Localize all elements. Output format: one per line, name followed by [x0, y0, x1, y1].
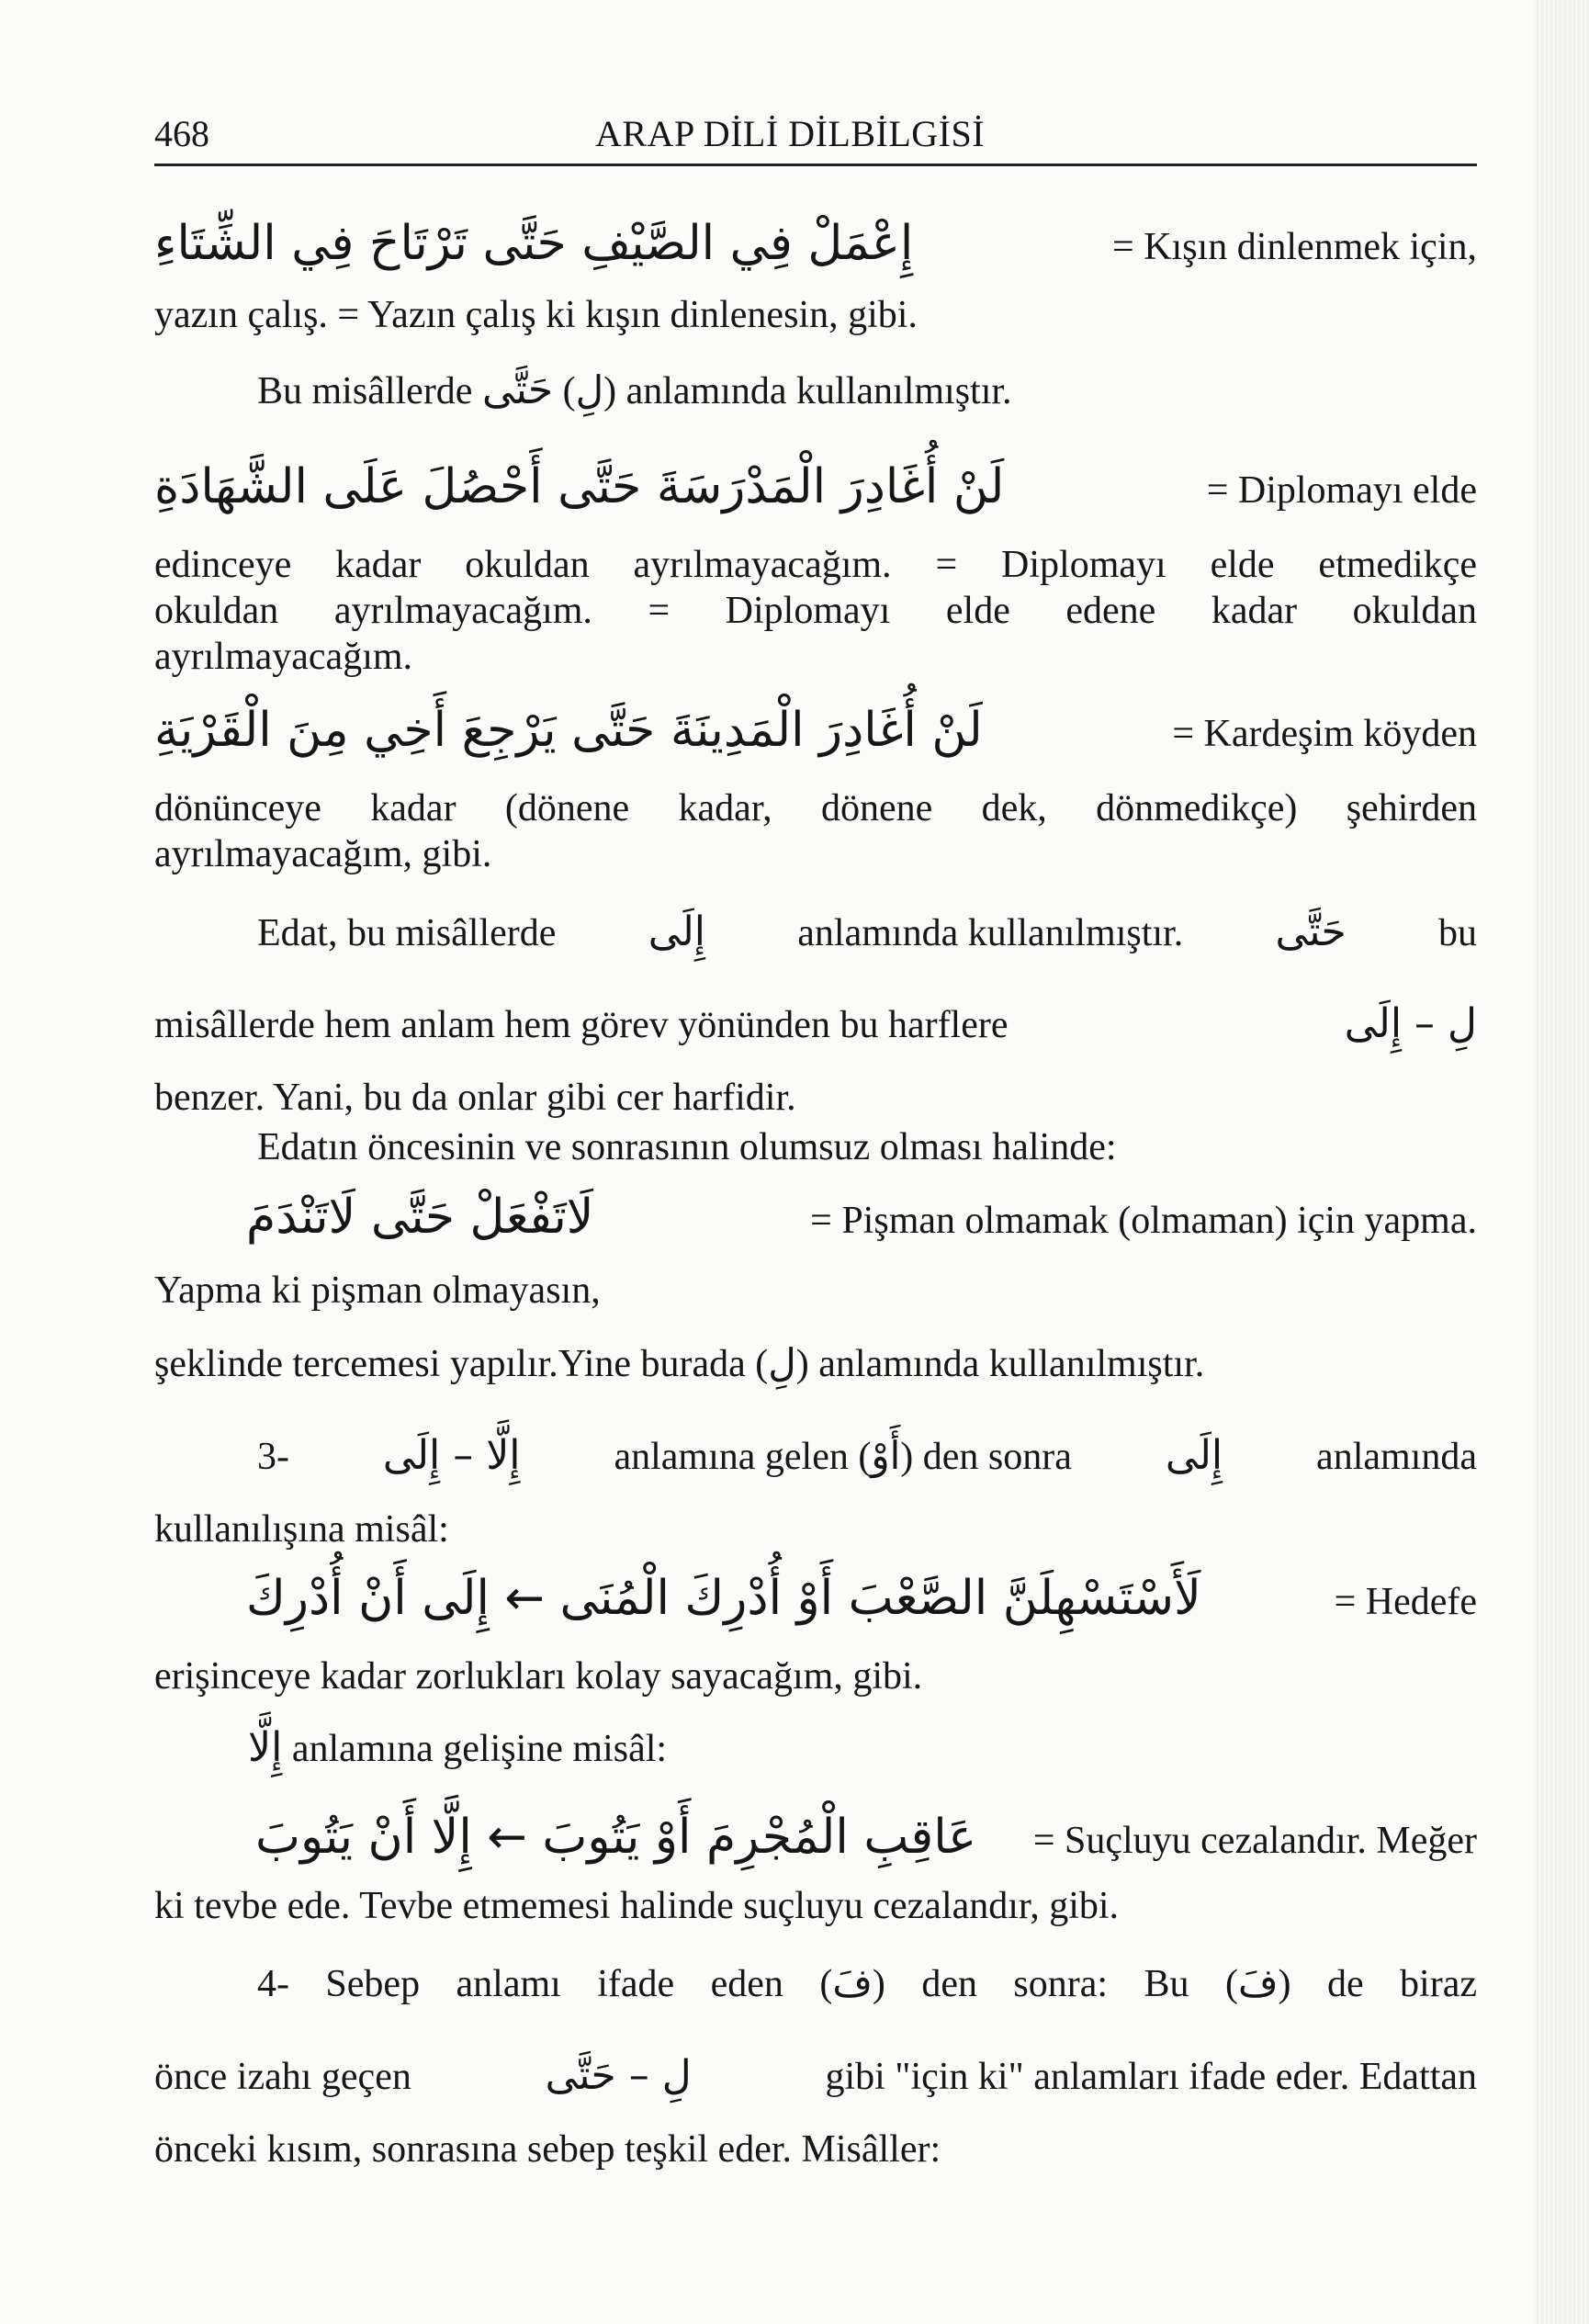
- text-segment: Edat, bu misâllerde: [257, 912, 557, 954]
- text-segment: önce izahı geçen: [154, 2056, 411, 2098]
- text-segment: gibi "için ki" anlamları ifade eder. Edattan: [825, 2056, 1477, 2098]
- page-header: [154, 108, 1477, 166]
- arabic-example: لَاتَفْعَلْ حَتَّى لَاتَنْدَمَ: [246, 1190, 594, 1245]
- text-segment: anlamında kullanılmıştır.: [797, 912, 1184, 954]
- text-segment: 3-: [257, 1436, 289, 1478]
- text-segment: (لِ) anlamında kullanılmıştır.: [562, 370, 1012, 412]
- arabic-word: حَتَّى: [481, 367, 554, 413]
- translation: = Pişman olmamak (olmaman) için yapma.: [810, 1200, 1477, 1242]
- page-edge-shadow: [1534, 0, 1589, 2324]
- arabic-word: حَتَّى: [1275, 908, 1347, 955]
- arabic-example: إِعْمَلْ فِي الصَّيْفِ حَتَّى تَرْتَاحَ فِي الشِّتَاءِ: [154, 216, 914, 271]
- translation: = Kardeşim köyden: [1172, 713, 1477, 755]
- text-line-16: Yapma ki pişman olmayasın,: [154, 1269, 601, 1312]
- text-segment: anlamına gelen (أَوْ) den sonra: [614, 1436, 1072, 1478]
- arabic-word: إِلَى: [1165, 1432, 1223, 1479]
- text-line-3: [154, 367, 1477, 414]
- text-line-15: [154, 1190, 1477, 1245]
- arabic-example: عَاقِبِ الْمُجْرِمَ أَوْ يَتُوبَ ← إِلَّا أَنْ يَتُوبَ: [255, 1810, 977, 1865]
- text-line-8: [154, 703, 1477, 758]
- translation: = Hedefe: [1334, 1581, 1477, 1623]
- text-segment: bu: [1437, 912, 1477, 954]
- arabic-word: لِ – إِلَى: [1344, 1000, 1477, 1047]
- translation: = Diplomayı elde: [1206, 469, 1477, 512]
- text-line-19: kullanılışına misâl:: [154, 1508, 449, 1551]
- arabic-word: لِ – حَتَّى: [545, 2052, 692, 2099]
- text-line-27: önceki kısım, sonrasına sebep teşkil eder. Misâller:: [154, 2128, 941, 2171]
- arabic-example: لَنْ أُغَادِرَ الْمَدِينَةَ حَتَّى يَرْجِعَ أَخِي مِنَ الْقَرْيَةِ: [154, 703, 983, 758]
- arabic-word: إِلَّا: [248, 1724, 283, 1771]
- text-segment: misâllerde hem anlam hem görev yönünden bu harflere: [154, 1004, 1009, 1046]
- text-line-23: [154, 1810, 1477, 1865]
- text-line-9: dönünceye kadar (dönene kadar, dönene dek, dönmedikçe) şehirden: [154, 787, 1477, 829]
- text-line-18: [154, 1433, 1477, 1480]
- text-line-25: 4- Sebep anlamı ifade eden (فَ) den sonra: Bu (فَ) de biraz: [257, 1963, 1477, 2005]
- text-segment: anlamında: [1316, 1436, 1477, 1478]
- text-segment: Bu misâllerde: [257, 370, 473, 412]
- text-line-5: edinceye kadar okuldan ayrılmayacağım. = Diplomayı elde etmedikçe: [154, 544, 1477, 586]
- text-line-1: [154, 216, 1477, 271]
- text-line-24: ki tevbe ede. Tevbe etmemesi halinde suçluyu cezalandır, gibi.: [154, 1885, 1120, 1927]
- translation: = Kışın dinlenmek için,: [1112, 226, 1477, 268]
- text-line-10: ayrılmayacağım, gibi.: [154, 833, 492, 875]
- text-line-22: [154, 1725, 1477, 1772]
- text-line-4: [154, 459, 1477, 514]
- arabic-word: إِلَّا – إِلَى: [382, 1432, 521, 1479]
- translation: = Suçluyu cezalandır. Meğer: [1032, 1820, 1477, 1862]
- running-title: ARAP DİLİ DİLBİLGİSİ: [595, 113, 986, 154]
- text-line-6: okuldan ayrılmayacağım. = Diplomayı elde edene kadar okuldan: [154, 590, 1477, 632]
- text-line-2: yazın çalış. = Yazın çalış ki kışın dinlenesin, gibi.: [154, 294, 918, 336]
- text-line-12: [154, 1001, 1477, 1048]
- arabic-example: لَأَسْتَسْهِلَنَّ الصَّعْبَ أَوْ أُدْرِكَ الْمُنَى ← إِلَى أَنْ أُدْرِكَ: [246, 1571, 1201, 1626]
- page-number: 468: [154, 113, 209, 154]
- arabic-example: لَنْ أُغَادِرَ الْمَدْرَسَةَ حَتَّى أَحْصُلَ عَلَى الشَّهَادَةِ: [154, 459, 1005, 514]
- text-line-21: erişinceye kadar zorlukları kolay sayacağım, gibi.: [154, 1655, 923, 1698]
- text-line-13: benzer. Yani, bu da onlar gibi cer harfidir.: [154, 1077, 796, 1119]
- text-segment: anlamına gelişine misâl:: [291, 1728, 668, 1770]
- text-line-7: ayrılmayacağım.: [154, 636, 413, 678]
- text-line-26: [154, 2053, 1477, 2100]
- text-line-20: [154, 1571, 1477, 1626]
- arabic-word: إِلَى: [648, 908, 705, 955]
- text-line-11: [154, 909, 1477, 956]
- text-line-17: şeklinde tercemesi yapılır.Yine burada (لِ) anlamında kullanılmıştır.: [154, 1343, 1205, 1385]
- text-line-14: Edatın öncesinin ve sonrasının olumsuz olması halinde:: [257, 1126, 1117, 1168]
